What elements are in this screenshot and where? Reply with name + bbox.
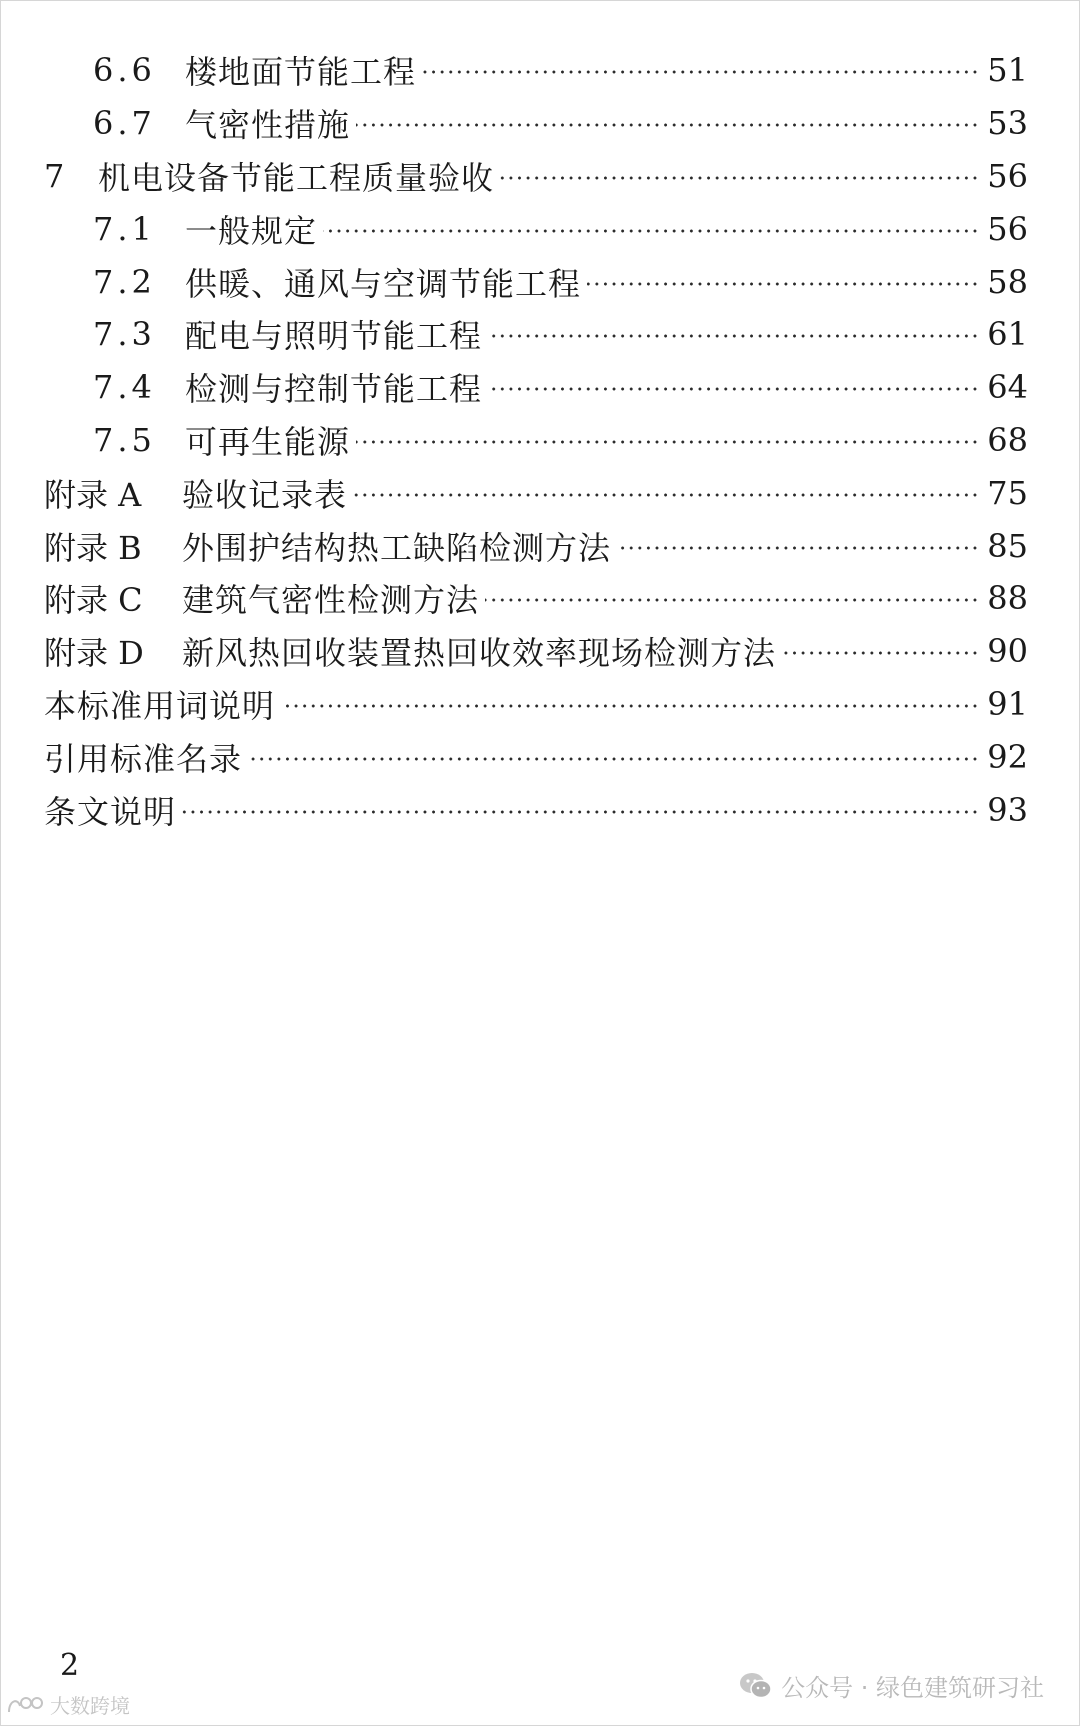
toc-entry-title: 检测与控制节能工程 (185, 364, 488, 410)
toc-entry-title: 本标准用词说明 (44, 681, 281, 727)
toc-entry-title: 机电设备节能工程质量验收 (98, 153, 500, 199)
toc-entry-title: 气密性措施 (185, 100, 356, 146)
toc-entry-page: 93 (987, 790, 1028, 829)
toc-leader-dots (182, 810, 979, 814)
toc-entry-page: 68 (987, 420, 1028, 459)
toc-entry[interactable] (0, 466, 1080, 519)
toc-entry-title: 条文说明 (44, 787, 182, 833)
toc-entry-title: 建筑气密性检测方法 (182, 575, 485, 621)
page-number: 2 (60, 1648, 80, 1683)
toc-entry[interactable] (0, 414, 1080, 467)
toc-entry[interactable] (0, 97, 1080, 150)
toc-entry-page: 64 (987, 368, 1028, 407)
toc-leader-dots (587, 282, 979, 286)
toc-entry[interactable] (0, 308, 1080, 361)
toc-entry-title: 可再生能源 (185, 417, 356, 463)
toc-entry-number: 附录 B (44, 528, 142, 567)
toc-entry-page: 92 (987, 737, 1028, 776)
toc-entry[interactable] (0, 730, 1080, 783)
toc-entry-number: 附录 D (44, 634, 144, 673)
toc-leader-dots (353, 493, 979, 497)
brand-watermark (6, 1690, 130, 1719)
toc-entry-number: 7.2 (93, 262, 156, 301)
toc-leader-dots (356, 123, 979, 127)
toc-entry[interactable] (0, 783, 1080, 836)
toc-entry[interactable] (0, 572, 1080, 625)
brand-watermark-text: 大数跨境 (50, 1694, 130, 1718)
toc-entry-number: 7.4 (93, 368, 156, 407)
toc-entry-page: 53 (987, 104, 1028, 143)
toc-entry-page: 61 (987, 315, 1028, 354)
toc-entry[interactable] (0, 361, 1080, 414)
toc-entry-title: 外围护结构热工缺陷检测方法 (182, 523, 617, 569)
toc-leader-dots (323, 229, 979, 233)
toc-leader-dots (281, 704, 979, 708)
toc-entry[interactable] (0, 150, 1080, 203)
toc-entry-page: 58 (987, 262, 1028, 301)
table-of-contents (0, 44, 1080, 836)
toc-entry-title: 验收记录表 (182, 470, 353, 516)
toc-entry-page: 90 (987, 632, 1028, 671)
toc-entry-number: 7.5 (93, 420, 156, 459)
toc-entry-page: 56 (987, 209, 1028, 248)
toc-leader-dots (356, 440, 979, 444)
toc-leader-dots (488, 387, 979, 391)
wechat-icon (739, 1672, 773, 1700)
toc-entry-number: 附录 A (44, 475, 142, 514)
toc-entry-page: 85 (987, 526, 1028, 565)
toc-entry-number: 7.3 (93, 315, 156, 354)
toc-entry-page: 88 (987, 579, 1028, 618)
toc-entry-title: 一般规定 (185, 206, 323, 252)
toc-entry-number: 7.1 (93, 209, 156, 248)
toc-leader-dots (248, 757, 979, 761)
toc-entry-page: 51 (987, 51, 1028, 90)
toc-leader-dots (500, 176, 979, 180)
toc-entry-title: 供暖、通风与空调节能工程 (185, 259, 587, 305)
toc-entry-page: 56 (987, 156, 1028, 195)
toc-entry-number: 6.6 (93, 51, 156, 90)
toc-entry-number: 附录 C (44, 581, 143, 620)
toc-entry-number: 6.7 (93, 104, 156, 143)
toc-entry[interactable] (0, 255, 1080, 308)
toc-entry-title: 楼地面节能工程 (185, 47, 422, 93)
toc-entry[interactable] (0, 44, 1080, 97)
toc-entry-page: 91 (987, 684, 1028, 723)
toc-entry[interactable] (0, 519, 1080, 572)
toc-entry-title: 新风热回收装置热回收效率现场检测方法 (182, 628, 782, 674)
toc-entry[interactable] (0, 202, 1080, 255)
toc-entry[interactable] (0, 625, 1080, 678)
toc-entry-title: 引用标准名录 (44, 734, 248, 780)
toc-leader-dots (617, 546, 979, 550)
toc-entry-number: 7 (44, 156, 65, 195)
toc-entry[interactable] (0, 678, 1080, 731)
wechat-watermark (739, 1668, 1044, 1703)
toc-leader-dots (782, 651, 979, 655)
toc-entry-title: 配电与照明节能工程 (185, 311, 488, 357)
brand-logo-icon (6, 1694, 46, 1716)
toc-entry-page: 75 (987, 473, 1028, 512)
toc-leader-dots (485, 598, 979, 602)
toc-leader-dots (488, 334, 979, 338)
wechat-watermark-text: 公众号 · 绿色建筑研习社 (781, 1674, 1044, 1702)
toc-leader-dots (422, 70, 979, 74)
